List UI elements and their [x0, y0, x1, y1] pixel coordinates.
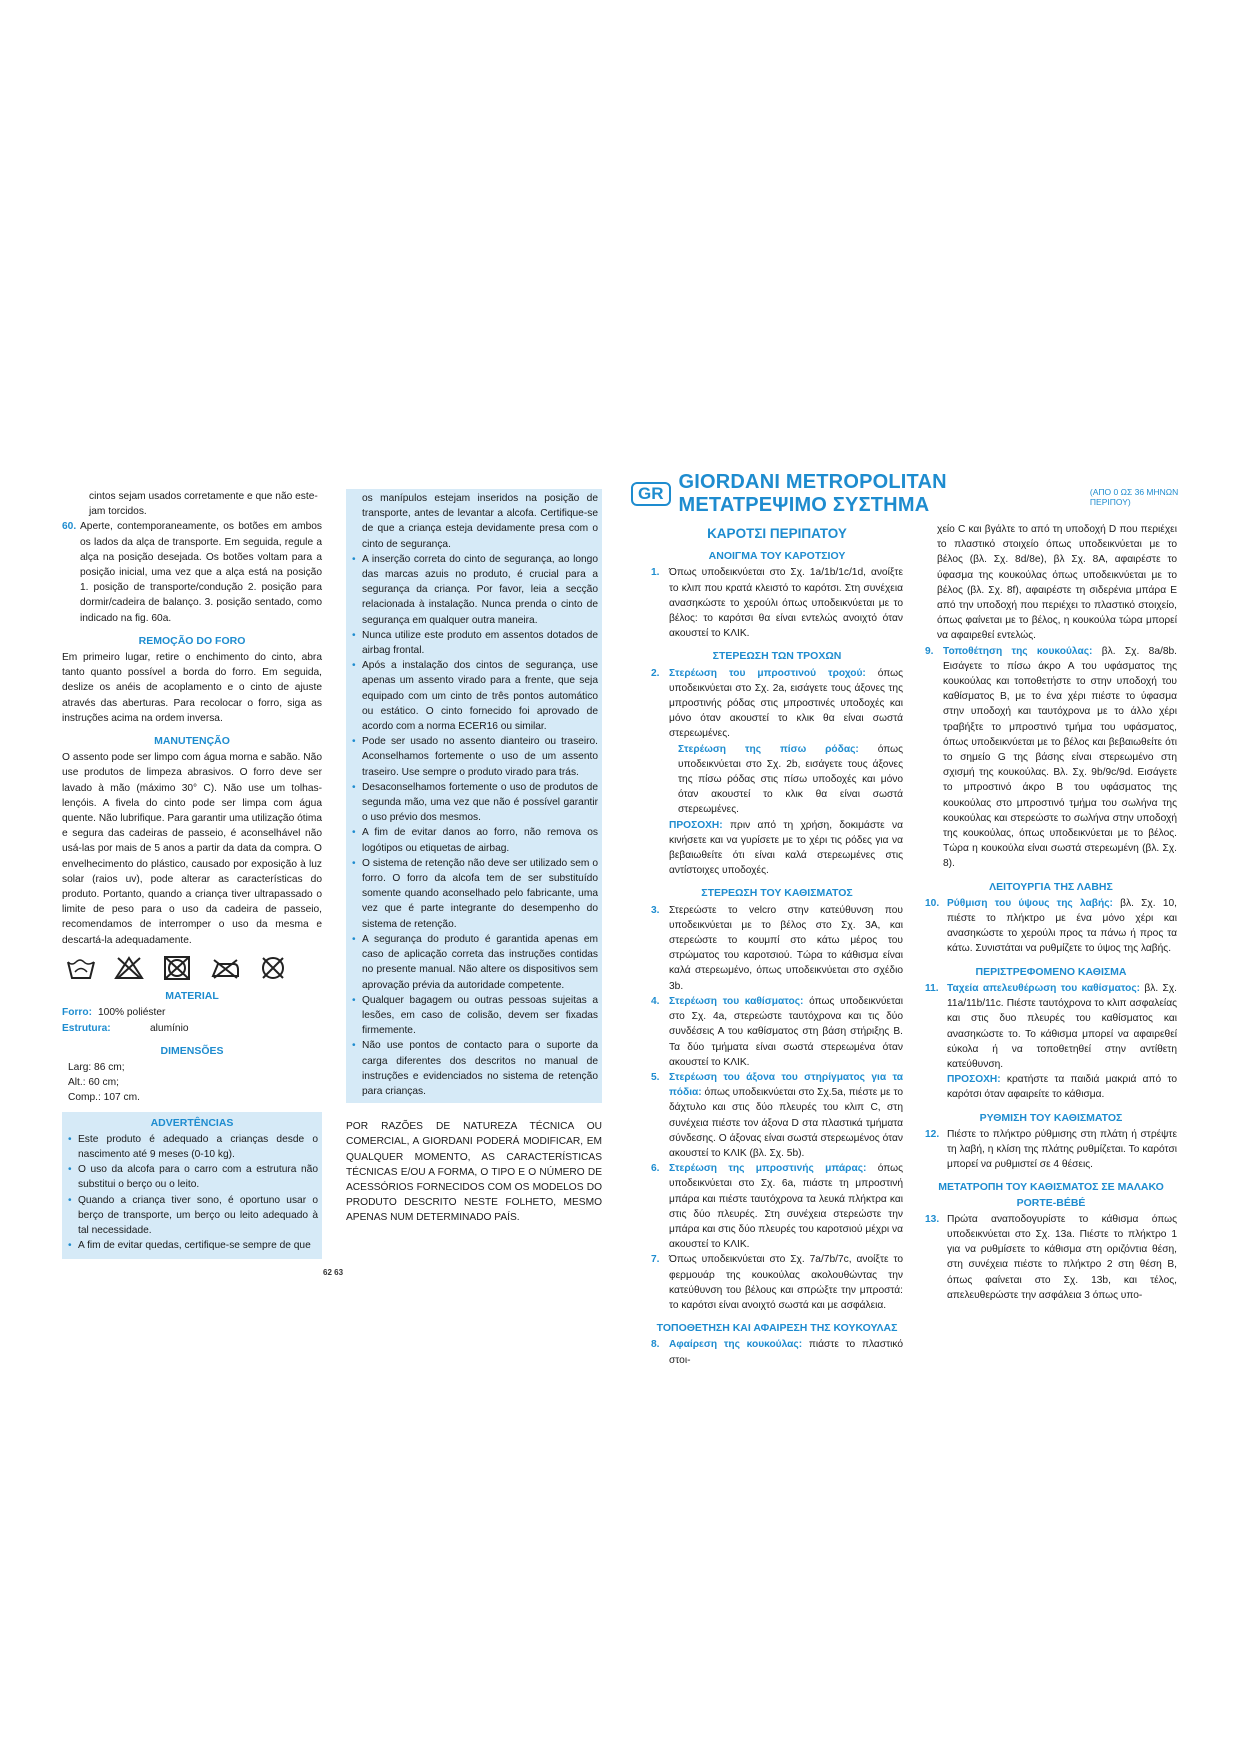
instruction-4: 4. Στερέωση του καθίσματος: όπως υποδεικνύεται στο Σχ. 4a, στερεώστε ταυτόχρονα και τις δύο συνδέσεις Α του καθίσματος στη βάση στήριξης Β. Τα δύο τμήματα είναι σωστά στερεωμένα όταν ακουστεί το ΚΛΙΚ. [651, 995, 903, 1068]
instruction-8: 8. Αφαίρεση της κουκούλας: πιάστε το πλαστικό στοι- [651, 1339, 904, 1366]
material-forro: Forro: 100% poliéster [62, 1007, 166, 1019]
heading-wheels: ΣΤΕΡΕΩΣΗ ΤΩΝ ΤΡΟΧΩΝ [712, 650, 842, 663]
warnings-list [350, 552, 598, 1099]
column-pt-right [346, 489, 602, 1226]
advertencias-list [66, 1132, 318, 1254]
no-tumble-dry-icon [162, 956, 192, 985]
instruction-7: 7. Όπως υποδεικνύεται στο Σχ. 7a/7b/7c, ανοίξτε το φερμουάρ της κουκούλας ακολουθώντας την κατεύθυνση του βέλους και σπρώξτε την μπροστά: το καρότσι είναι ανοιχτό σωστά και με ασφάλεια. [651, 1254, 903, 1311]
instruction-11b: ΠΡΟΣΟΧΗ: κρατήστε τα παιδιά μακριά από το καρότσι όταν αφαιρείτε το κάθισμα. [947, 1074, 1177, 1101]
instruction-8-cont: χείο C και βγάλτε το από τη υποδοχή D που περιέχει το πλαστικό στοιχείο όπως υποδεικνύεται με το βέλος (βλ. Σχ. 8d/8e), βλ Σχ. 8A, αφαιρέστε το ύφασμα της κουκούλας όπως υποδεικνύεται με το βέλος (βλ. Σχ. 8f), αφαιρέστε τη σιδερένια μπάρα Ε από την υποδοχή που περιέχει το πλαστικό στοιχείο, όπως φαίνεται με το βέλος, η κουκούλα τώρα μπορεί να αφαιρεθεί εντελώς. [937, 524, 1177, 642]
heading-adjust: ΡΥΘΜΙΣΗ ΤΟΥ ΚΑΘΙΣΜΑΤΟΣ [979, 1111, 1123, 1124]
instruction-11: 11. Ταχεία απελευθέρωση του καθίσματος: βλ. Σχ. 11a/11b/11c. Πιέστε ταυτόχρονα το κλιπ ασφαλείας και στις δυο πλευρές του καθίσματος και ανασηκώστε το. Το κάθισμα μπορεί να αφαιρεθεί εύκολα ή να τοποθετηθεί στην αντίθετη κατεύθυνση. [925, 982, 1177, 1070]
heading-dimensoes: DIMENSÕES [160, 1044, 224, 1057]
no-bleach-icon [114, 956, 144, 985]
heading-stroller: ΚΑΡΟΤΣΙ ΠΕΡΙΠΑΤΟΥ [707, 526, 847, 541]
manutencao-text: O assento pode ser limpo com água morna e sabão. Não use produtos de limpeza abrasivos. O forro deve ser lavado à mão (máximo 30° C). Não use um tolhas-lençóis. A fivela do cinto pode ser limpa com água quente. Não lubrifique. Para garantir uma utilização ótima e segura das cadeiras de passeio, é aconselhável não usá-las por mais de 5 anos a partir da data da compra. O envelhecimento do plástico, causado por exposição à luz solar (raios uv), pode alterar as características do produto. Portanto, quando a criança tiver ultrapassado o limite de peso para o uso da cadeira de passeio, recomendamos de interromper o uso da mesma e descartá-la adequadamente. [62, 752, 322, 946]
no-dry-clean-icon [258, 956, 288, 985]
heading-swivel: ΠΕΡΙΣΤΡΕΦΟΜΕΝΟ ΚΑΘΙΣΜΑ [975, 965, 1127, 978]
hand-wash-icon [66, 956, 96, 985]
instruction-6: 6. Στερέωση της μπροστινής μπάρας: όπως υποδεικνύεται στο Σχ. 6a, πιάστε τη μπροστινή μπάρα και πιέστε ταυτόχρονα τα λευκά πλήκτρα και στις δύο πλευρές. Στη συνέχεια στερεώστε την μπάρα και στις δύο πλευρές του καροτσιού μέχρι να ακουστεί το ΚΛΙΚ. [651, 1163, 903, 1251]
advertencias-panel [62, 1112, 322, 1260]
list-item: • A fim de evitar quedas, certifique-se sempre de que [66, 1238, 318, 1253]
heading-manutencao: MANUTENÇÃO [154, 735, 230, 748]
instruction-13: 13. Πρώτα αναποδογυρίστε το κάθισμα όπως υποδεικνύεται στο Σχ. 13a. Πιέστε το πλήκτρο 1 για να ρυθμίσετε το κάθισμα στη οριζόντια θέση, στη συνέχεια πιέστε το πλήκτρο 2 στη θέση Β, όπως φαίνεται στο Σχ. 13b, και τέλος, απελευθερώστε την ασφάλεια 3 όπως υπο- [925, 1213, 1177, 1301]
heading-remocao: REMOÇÃO DO FORO [138, 634, 246, 647]
list-item: • Após a instalação dos cintos de segurança, use apenas um assento virado para a frente, que seja equipado com um cinto de três pontos automático ou estático. O cinto fornecido foi aprovado de acordo com a norma ECER16 ou similar. [350, 658, 598, 734]
column-gr-left [651, 522, 903, 1368]
remocao-text: Em primeiro lugar, retire o enchimento do cinto, abra tanto quanto possível a borda do forro. Em seguida, deslize os anéis de acoplamento e o cinto de ajuste através das aberturas. Para recolocar o forro, siga as instruções acima na ordem inversa. [62, 652, 322, 724]
heading-material: MATERIAL [165, 990, 219, 1003]
warnings-panel [346, 489, 602, 1103]
intro-text: cintos sejam usados corretamente e que não este- jam torcidos. [89, 491, 318, 518]
list-item: • Não use pontos de contacto para o suporte da carga diferentes dos descritos no manual de instruções e evidenciados no sistema de retenção para crianças. [350, 1038, 598, 1099]
list-item: • O sistema de retenção não deve ser utilizado sem o forro. O forro da alcofa tem de ser substituído somente quando aconselhado pelo fabricante, uma vez que é parte integrante do desempenho do sistema de retenção. [350, 856, 598, 932]
care-symbols [62, 948, 322, 987]
instruction-2b: Στερέωση της πίσω ρόδας: όπως υποδεικνύεται στο Σχ. 2b, εισάγετε τους άξονες της πίσω ρόδας στις πίσω υποδοχές και μόνο όταν ακουστεί το κλικ θα είναι σωστά στερεωμένες. [678, 743, 903, 816]
dimensions-list: Larg: 86 cm; Alt.: 60 cm; Comp.: 107 cm. [68, 1061, 140, 1104]
gr-title: GIORDANI METROPOLITAN ΜΕΤΑΤΡΕΨΙΜΟ ΣΥΣΤΗΜΑ [678, 471, 947, 516]
instruction-9: 9. Τοποθέτηση της κουκούλας: βλ. Σχ. 8a/8b. Εισάγετε το πίσω άκρο Α του υφάσματος της κουκούλας και τοποθετήστε το στην υποδοχή του καθίσματος Β, με το ένα χέρι πιέστε το ύφασμα στην υποδοχή και ταυτόχρονα με το άλλο χέρι τραβήξτε το μπροστινό τμήμα του υφάσματος, όπως υποδεικνύεται με το βέλος και βεβαιωθείτε ότι το σημείο G της βάσης είναι στερεωμένο στη σχισμή της κουκούλας. Βλ. Σχ. 9b/9c/9d. Εισάγετε το μπροστινό άκρο Β του υφάσματος της κουκούλας στο μπροστινό τμήμα του σωλήνα της κουκούλας και στερεώστε το σωλήνα στην υποδοχή της κουκούλας, όπως υποδεικνύεται με το βέλος. Τώρα η κουκούλα είναι σωστά στερεωμένη (βλ. Σχ. 8). [925, 645, 1177, 870]
list-item: • A segurança do produto é garantida apenas em caso de aplicação correta das instruções contidas no presente manual. Não altere os dispositivos sem aprovação prévia da autoridade competente. [350, 932, 598, 993]
heading-convert: ΜΕΤΑΤΡΟΠΗ ΤΟΥ ΚΑΘΙΣΜΑΤΟΣ ΣΕ ΜΑΛΑΚΟ PORTE-BÉBÉ [938, 1181, 1164, 1209]
list-item: • Quando a criança tiver sono, é oportuno usar o berço de transporte, um berço ou leito adequado à tal necessidade. [66, 1193, 318, 1239]
list-item: • O uso da alcofa para o carro com a estrutura não substitui o berço ou o leito. [66, 1162, 318, 1192]
gr-header [631, 471, 1191, 516]
list-item: • Pode ser usado no assento dianteiro ou traseiro. Aconselhamos fortemente o uso de um assento traseiro. Use sempre o produto virado para trás. [350, 734, 598, 780]
list-item: • Qualquer bagagem ou outras pessoas sujeitas a lesões, em caso de colisão, devem ser fixadas firmemente. [350, 993, 598, 1039]
list-item: • Este produto é adequado a crianças desde o nascimento até 9 meses (0-10 kg). [66, 1132, 318, 1162]
column-gr-right [925, 522, 1177, 1303]
instruction-2c: ΠΡΟΣΟΧΗ: πριν από τη χρήση, δοκιμάστε να κινήσετε και να γυρίσετε με το χέρι τις ρόδες για να βεβαιωθείτε ότι είναι καλά στερεωμένες στις αντίστοιχες υποδοχές. [669, 819, 903, 877]
gr-subtitle: (ΑΠΟ 0 ΩΣ 36 ΜΗΝΩΝ ΠΕΡΙΠΟΥ) [1089, 487, 1179, 507]
no-iron-icon [210, 956, 240, 985]
heading-seat: ΣΤΕΡΕΩΣΗ ΤΟΥ ΚΑΘΙΣΜΑΤΟΣ [701, 887, 853, 900]
instruction-3: 3. Στερεώστε το velcro στην κατεύθυνση που υποδεικνύεται με το βέλος στο Σχ. 3A, και στερεώστε το κουμπί στο κάτω μέρος του στρώματος του καροτσιού. Τώρα το κάθισμα είναι καλά στερεωμένο, όπως υποδεικνύεται στο σχέδιο 3b. [651, 904, 903, 992]
instruction-2: 2. Στερέωση του μπροστινού τροχού: όπως υποδεικνύεται στο Σχ. 2a, εισάγετε τους άξονες της μπροστινής ρόδας στις μπροστινές υποδοχές και μόνο όταν ακουστεί το κλικ θα είναι σωστά στερεωμένες. [651, 667, 903, 740]
heading-handle: ΛΕΙΤΟΥΡΓΙΑ ΤΗΣ ΛΑΒΗΣ [989, 880, 1113, 893]
instruction-60: 60. Aperte, contemporaneamente, os botões em ambos os lados da alça de transporte. Em seguida, regule a alça na posição desejada. Os botões voltam para a posição inicial, uma vez que a alça está na posição 1. posição de transporte/condução 2. posição para dormir/cadeira de balanço. 3. posição sentado, como indicado na fig. 60a. [62, 521, 322, 624]
list-item: • A fim de evitar danos ao forro, não remova os logótipos ou etiquetas de airbag. [350, 825, 598, 855]
page-numbers: 62 63 [323, 1268, 344, 1277]
instruction-1: 1. Όπως υποδεικνύεται στο Σχ. 1a/1b/1c/1d, ανοίξτε το κλιπ που κρατά κλειστό το καρότσι. Στη συνέχεια ανασηκώστε το χερούλι όπως υποδεικνύεται με το βέλος: το καρότσι θα είναι εντελώς ανοιχτό όταν ακουστεί το ΚΛΙΚ. [651, 567, 903, 640]
heading-hood: ΤΟΠΟΘΕΤΗΣΗ ΚΑΙ ΑΦΑΙΡΕΣΗ ΤΗΣ ΚΟΥΚΟΥΛΑΣ [656, 1322, 898, 1335]
heading-open: ΑΝΟΙΓΜΑ ΤΟΥ ΚΑΡΟΤΣΙΟΥ [708, 550, 846, 563]
notice-text: POR RAZÕES DE NATUREZA TÉCNICA OU COMERCIAL, A GIORDANI PODERÁ MODIFICAR, EM QUALQUER MOMENTO, AS CARACTERÍSTICAS TÉCNICAS E/OU A FORMA, O TIPO E O NÚMERO DE ACESSÓRIOS FORNECIDOS COM OS MODELOS DO PRODUTO DESCRITO NESTE FOLHETO, MESMO APENAS NUM DETERMINADO PAÍS. [346, 1121, 602, 1224]
instruction-5: 5. Στερέωση του άξονα του στηρίγματος για τα πόδια: όπως υποδεικνύεται στο Σχ.5a, πιέστε με το δάχτυλο και στις δύο πλευρές του κλιπ C, στη συνέχεια πιέστε τον άξονα D στα πλαστικά τμήματα σύνδεσης. Ο άξονας είναι σωστά στερεωμένος όταν ακουστεί το ΚΛΙΚ (βλ. Σχ. 5b). [651, 1071, 903, 1159]
language-badge: GR [631, 482, 671, 506]
heading-advertencias: ADVERTÊNCIAS [150, 1116, 234, 1129]
instruction-12: 12. Πιέστε το πλήκτρο ρύθμισης στη πλάτη ή στρέψτε τη λαβή, η κλίση της πλάτης ρυθμίζεται. Το καρότσι μπορεί να ρυθμιστεί σε 4 θέσεις. [925, 1128, 1177, 1171]
list-item: • A inserção correta do cinto de segurança, ao longo das marcas azuis no produto, é crucial para a segurança da criança. Por favor, leia a secção relacionada à instalação. Nunca prenda o cinto de segurança em qualquer outra maneira. [350, 552, 598, 628]
material-estrutura: Estrutura: alumínio [62, 1022, 189, 1034]
list-item: • Nunca utilize este produto em assentos dotados de airbag frontal. [350, 628, 598, 658]
column-pt-left [62, 489, 322, 1259]
instruction-10: 10. Ρύθμιση του ύψους της λαβής: βλ. Σχ. 10, πιέστε το πλήκτρο με ένα μόνο χέρι και ανασηκώστε το χερούλι προς τα πάνω ή προς τα κάτω. Συνιστάται να ρυθμίζετε το ύψος της λαβής. [925, 897, 1178, 955]
list-item: • Desaconselhamos fortemente o uso de produtos de segunda mão, uma vez que não é possível garantir o uso prévio dos mesmos. [350, 780, 598, 826]
panel-intro: os manípulos estejam inseridos na posição de transporte, antes de levantar a alcofa. Certifique-se de que a criança esteja devidamente presa com o cinto de segurança. [362, 493, 598, 550]
